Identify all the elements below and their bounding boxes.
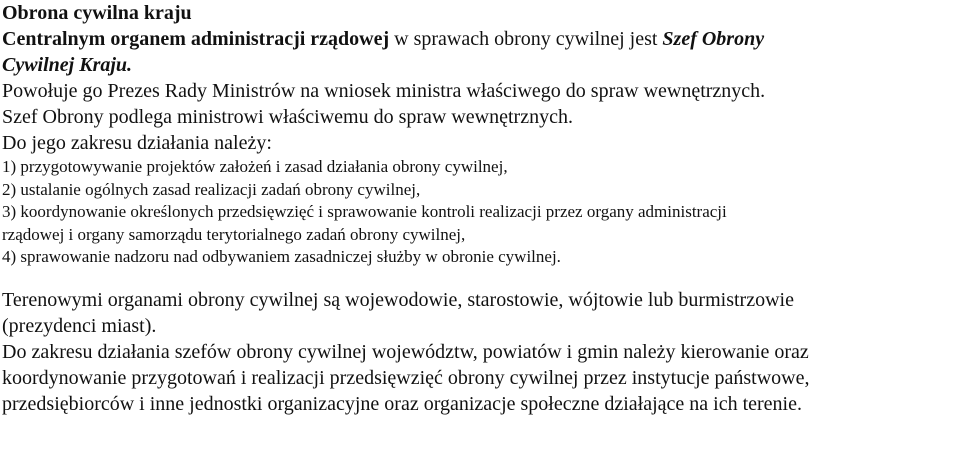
territorial-line: Terenowymi organami obrony cywilnej są wojewodowie, starostowie, wójtowie lub burmistrzowie bbox=[2, 288, 794, 311]
territorial-line: koordynowanie przygotowań i realizacji przedsięwzięć obrony cywilnej przez instytucje państwowe, bbox=[2, 366, 810, 389]
central-organ-rest: w sprawach obrony cywilnej jest bbox=[389, 28, 663, 50]
paragraph-gap bbox=[2, 269, 957, 287]
scope-item: 3) koordynowanie określonych przedsięwzięć i sprawowanie kontroli realizacji przez organy administracji bbox=[2, 202, 727, 221]
scope-item: 1) przygotowywanie projektów założeń i zasad działania obrony cywilnej, bbox=[2, 157, 508, 176]
scope-item-cont: rządowej i organy samorządu terytorialnego zadań obrony cywilnej, bbox=[2, 224, 466, 244]
subordination-line: Szef Obrony podlega ministrowi właściwemu do spraw wewnętrznych. bbox=[2, 106, 573, 128]
territorial-line: przedsiębiorców i inne jednostki organizacyjne oraz organizacje społeczne działające na ich terenie. bbox=[2, 392, 802, 415]
section-title: Obrona cywilna kraju bbox=[2, 2, 192, 24]
appointment-line: Powołuje go Prezes Rady Ministrów na wniosek ministra właściwego do spraw wewnętrznych. bbox=[2, 80, 766, 102]
scope-item: 4) sprawowanie nadzoru nad odbywaniem zasadniczej służby w obronie cywilnej. bbox=[2, 247, 561, 266]
scope-intro: Do jego zakresu działania należy: bbox=[2, 132, 272, 154]
territorial-line: (prezydenci miast). bbox=[2, 314, 157, 337]
central-organ-name: Szef Obrony bbox=[662, 28, 765, 50]
central-organ-paragraph bbox=[2, 26, 957, 52]
central-organ-name-cont: Cywilnej Kraju. bbox=[2, 54, 133, 76]
territorial-line: Do zakresu działania szefów obrony cywilnej województw, powiatów i gmin należy kierowanie oraz bbox=[2, 340, 809, 363]
central-organ-bold: Centralnym organem administracji rządowej bbox=[2, 28, 390, 50]
scope-item: 2) ustalanie ogólnych zasad realizacji zadań obrony cywilnej, bbox=[2, 179, 421, 199]
